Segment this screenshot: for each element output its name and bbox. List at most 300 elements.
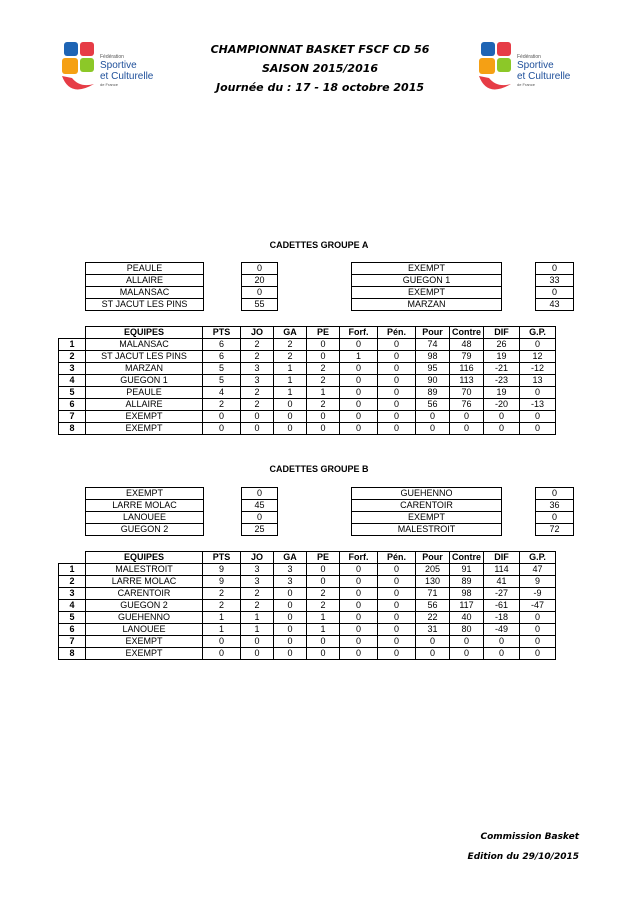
stat-cell: 74: [416, 339, 450, 351]
team-cell: GUEGON 2: [86, 600, 203, 612]
logo-block-green: [80, 58, 94, 72]
logo-text-line1: Sportive: [517, 60, 554, 71]
home-team: PEAULE: [86, 263, 204, 275]
stat-cell: 0: [378, 339, 416, 351]
stat-cell: 0: [274, 399, 307, 411]
stat-cell: 0: [241, 423, 274, 435]
column-header: PTS: [203, 552, 241, 564]
stat-cell: 116: [450, 363, 484, 375]
stat-cell: 0: [340, 600, 378, 612]
rank-cell: 7: [59, 636, 86, 648]
match-row: [86, 263, 574, 275]
team-cell: GUEHENNO: [86, 612, 203, 624]
rank-cell: 2: [59, 351, 86, 363]
stat-cell: 41: [484, 576, 520, 588]
standings-row: [59, 399, 556, 411]
group-a-standings: [58, 326, 556, 435]
stat-cell: 0: [450, 636, 484, 648]
stat-cell: 0: [378, 612, 416, 624]
team-cell: MALESTROIT: [86, 564, 203, 576]
stat-cell: 98: [416, 351, 450, 363]
stat-cell: 0: [378, 636, 416, 648]
match-row: [86, 512, 574, 524]
stat-cell: 90: [416, 375, 450, 387]
stat-cell: 3: [241, 576, 274, 588]
gap: [204, 500, 242, 512]
stat-cell: 0: [274, 636, 307, 648]
home-team: EXEMPT: [86, 488, 204, 500]
column-header: [59, 552, 86, 564]
stat-cell: 76: [450, 399, 484, 411]
home-team: MALANSAC: [86, 287, 204, 299]
group-a-title: CADETTES GROUPE A: [269, 240, 369, 250]
stat-cell: -47: [520, 600, 556, 612]
stat-cell: 0: [484, 648, 520, 660]
stat-cell: 0: [416, 648, 450, 660]
gap: [204, 488, 242, 500]
gap: [278, 488, 352, 500]
stat-cell: 40: [450, 612, 484, 624]
stat-cell: 1: [203, 612, 241, 624]
stat-cell: 0: [378, 648, 416, 660]
stat-cell: 1: [274, 375, 307, 387]
stat-cell: 56: [416, 600, 450, 612]
gap: [502, 299, 536, 311]
rank-cell: 3: [59, 363, 86, 375]
logo-text-line1: Sportive: [100, 60, 137, 71]
standings-row: [59, 576, 556, 588]
away-team: MALESTROIT: [352, 524, 502, 536]
stat-cell: 0: [378, 600, 416, 612]
standings-row: [59, 624, 556, 636]
logo-text-line2: et Culturelle: [100, 71, 154, 82]
stat-cell: 0: [340, 648, 378, 660]
gap: [502, 287, 536, 299]
stat-cell: -61: [484, 600, 520, 612]
match-row: [86, 500, 574, 512]
logo-text-small: Fédération: [100, 54, 124, 60]
home-score: 20: [242, 275, 278, 287]
away-score: 0: [536, 488, 574, 500]
stat-cell: 0: [378, 363, 416, 375]
standings-row: [59, 648, 556, 660]
home-score: 45: [242, 500, 278, 512]
stat-cell: 0: [203, 648, 241, 660]
stat-cell: -20: [484, 399, 520, 411]
home-score: 0: [242, 263, 278, 275]
stat-cell: 0: [340, 339, 378, 351]
column-header: GA: [274, 552, 307, 564]
column-header: G.P.: [520, 327, 556, 339]
stat-cell: 71: [416, 588, 450, 600]
group-a-results: [85, 262, 574, 311]
column-header: Pén.: [378, 327, 416, 339]
stat-cell: 79: [450, 351, 484, 363]
logo-figure-red: [62, 76, 94, 89]
stat-cell: -21: [484, 363, 520, 375]
gap: [278, 275, 352, 287]
edition-date: Edition du 29/10/2015: [467, 852, 579, 862]
rank-cell: 8: [59, 423, 86, 435]
logo-block-blue: [481, 42, 495, 56]
stat-cell: 0: [520, 423, 556, 435]
stat-cell: 26: [484, 339, 520, 351]
stat-cell: 113: [450, 375, 484, 387]
stat-cell: 6: [203, 339, 241, 351]
stat-cell: 0: [274, 588, 307, 600]
stat-cell: 47: [520, 564, 556, 576]
stat-cell: 3: [241, 564, 274, 576]
team-cell: CARENTOIR: [86, 588, 203, 600]
stat-cell: 2: [307, 375, 340, 387]
team-cell: LANOUEE: [86, 624, 203, 636]
stat-cell: 2: [307, 399, 340, 411]
stat-cell: 2: [241, 600, 274, 612]
stat-cell: 1: [274, 387, 307, 399]
stat-cell: 0: [378, 576, 416, 588]
stat-cell: 0: [520, 411, 556, 423]
stat-cell: 0: [307, 576, 340, 588]
team-cell: EXEMPT: [86, 423, 203, 435]
gap: [204, 299, 242, 311]
gap: [502, 275, 536, 287]
stat-cell: 6: [203, 351, 241, 363]
stat-cell: 0: [520, 612, 556, 624]
stat-cell: 117: [450, 600, 484, 612]
stat-cell: 0: [340, 423, 378, 435]
standings-row: [59, 564, 556, 576]
stat-cell: 95: [416, 363, 450, 375]
championship-title: CHAMPIONNAT BASKET FSCF CD 56: [210, 43, 430, 56]
stat-cell: 0: [241, 636, 274, 648]
stat-cell: 2: [274, 339, 307, 351]
stat-cell: 0: [416, 423, 450, 435]
away-team: EXEMPT: [352, 512, 502, 524]
stat-cell: 0: [307, 339, 340, 351]
gap: [278, 512, 352, 524]
stat-cell: 0: [307, 636, 340, 648]
stat-cell: 3: [241, 363, 274, 375]
logo-block-green: [497, 58, 511, 72]
stat-cell: 0: [378, 588, 416, 600]
group-b-standings: [58, 551, 556, 660]
logo-block-red: [497, 42, 511, 56]
match-row: [86, 488, 574, 500]
stat-cell: 2: [241, 399, 274, 411]
stat-cell: 0: [340, 576, 378, 588]
stat-cell: 0: [378, 387, 416, 399]
away-team: CARENTOIR: [352, 500, 502, 512]
gap: [204, 512, 242, 524]
standings-row: [59, 363, 556, 375]
commission-label: Commission Basket: [480, 832, 579, 842]
column-header: [59, 327, 86, 339]
logo-block-blue: [64, 42, 78, 56]
stat-cell: 4: [203, 387, 241, 399]
home-score: 0: [242, 512, 278, 524]
stat-cell: 0: [307, 423, 340, 435]
stat-cell: 0: [450, 648, 484, 660]
team-cell: ALLAIRE: [86, 399, 203, 411]
column-header: EQUIPES: [86, 552, 203, 564]
gap: [278, 524, 352, 536]
column-header: Forf.: [340, 552, 378, 564]
team-cell: MALANSAC: [86, 339, 203, 351]
stat-cell: 0: [274, 648, 307, 660]
home-score: 0: [242, 488, 278, 500]
standings-row: [59, 423, 556, 435]
stat-cell: 22: [416, 612, 450, 624]
stat-cell: 0: [241, 648, 274, 660]
stat-cell: 0: [307, 411, 340, 423]
stat-cell: -49: [484, 624, 520, 636]
away-score: 43: [536, 299, 574, 311]
stat-cell: 0: [378, 399, 416, 411]
stat-cell: 1: [274, 363, 307, 375]
column-header: Pén.: [378, 552, 416, 564]
group-b-results: [85, 487, 574, 536]
stat-cell: 0: [274, 411, 307, 423]
stat-cell: 0: [378, 423, 416, 435]
column-header: DIF: [484, 552, 520, 564]
home-team: LANOUEE: [86, 512, 204, 524]
match-row: [86, 299, 574, 311]
stat-cell: 0: [307, 564, 340, 576]
stat-cell: 9: [203, 576, 241, 588]
stat-cell: 1: [340, 351, 378, 363]
stat-cell: 0: [520, 339, 556, 351]
stat-cell: 5: [203, 363, 241, 375]
stat-cell: 9: [520, 576, 556, 588]
stat-cell: 2: [203, 600, 241, 612]
gap: [278, 299, 352, 311]
stat-cell: -23: [484, 375, 520, 387]
stat-cell: 1: [203, 624, 241, 636]
stat-cell: -12: [520, 363, 556, 375]
column-header: GA: [274, 327, 307, 339]
rank-cell: 7: [59, 411, 86, 423]
stat-cell: 0: [340, 588, 378, 600]
stat-cell: 3: [241, 375, 274, 387]
rank-cell: 3: [59, 588, 86, 600]
logo-text-tiny: de France: [517, 82, 536, 87]
home-team: ST JACUT LES PINS: [86, 299, 204, 311]
column-header: PE: [307, 327, 340, 339]
rank-cell: 1: [59, 564, 86, 576]
stat-cell: 0: [203, 636, 241, 648]
away-team: EXEMPT: [352, 287, 502, 299]
standings-row: [59, 612, 556, 624]
stat-cell: 0: [378, 624, 416, 636]
stat-cell: 2: [241, 339, 274, 351]
stat-cell: 0: [484, 411, 520, 423]
away-team: GUEHENNO: [352, 488, 502, 500]
match-row: [86, 524, 574, 536]
stat-cell: 0: [450, 423, 484, 435]
team-cell: GUEGON 1: [86, 375, 203, 387]
column-header: EQUIPES: [86, 327, 203, 339]
match-row: [86, 287, 574, 299]
stat-cell: 205: [416, 564, 450, 576]
stat-cell: 0: [340, 375, 378, 387]
rank-cell: 8: [59, 648, 86, 660]
stat-cell: 2: [241, 588, 274, 600]
rank-cell: 2: [59, 576, 86, 588]
stat-cell: 1: [241, 624, 274, 636]
team-cell: EXEMPT: [86, 636, 203, 648]
home-team: ALLAIRE: [86, 275, 204, 287]
stat-cell: 89: [416, 387, 450, 399]
stat-cell: -13: [520, 399, 556, 411]
logo-figure-red: [479, 76, 511, 89]
stat-cell: 3: [274, 564, 307, 576]
gap: [278, 287, 352, 299]
home-score: 25: [242, 524, 278, 536]
stat-cell: 130: [416, 576, 450, 588]
standings-row: [59, 588, 556, 600]
away-score: 36: [536, 500, 574, 512]
stat-cell: 1: [307, 612, 340, 624]
gap: [278, 500, 352, 512]
stat-cell: -27: [484, 588, 520, 600]
away-team: MARZAN: [352, 299, 502, 311]
standings-row: [59, 636, 556, 648]
standings-row: [59, 411, 556, 423]
stat-cell: 89: [450, 576, 484, 588]
standings-header-row: [59, 552, 556, 564]
away-score: 0: [536, 512, 574, 524]
stat-cell: 0: [520, 387, 556, 399]
team-cell: EXEMPT: [86, 648, 203, 660]
stat-cell: 0: [340, 363, 378, 375]
stat-cell: 0: [378, 411, 416, 423]
stat-cell: 12: [520, 351, 556, 363]
stat-cell: 0: [520, 624, 556, 636]
stat-cell: 0: [520, 636, 556, 648]
column-header: Contre: [450, 552, 484, 564]
gap: [502, 263, 536, 275]
home-score: 0: [242, 287, 278, 299]
team-cell: EXEMPT: [86, 411, 203, 423]
rank-cell: 5: [59, 612, 86, 624]
stat-cell: 0: [203, 411, 241, 423]
home-score: 55: [242, 299, 278, 311]
stat-cell: 9: [203, 564, 241, 576]
away-score: 0: [536, 263, 574, 275]
rank-cell: 6: [59, 399, 86, 411]
stat-cell: 0: [203, 423, 241, 435]
stat-cell: 0: [378, 351, 416, 363]
column-header: JO: [241, 327, 274, 339]
team-cell: MARZAN: [86, 363, 203, 375]
logo-text-line2: et Culturelle: [517, 71, 571, 82]
season-title: SAISON 2015/2016: [261, 62, 379, 75]
column-header: Pour: [416, 327, 450, 339]
stat-cell: 91: [450, 564, 484, 576]
matchday-date: Journée du : 17 - 18 octobre 2015: [215, 81, 425, 94]
stat-cell: 0: [307, 648, 340, 660]
stat-cell: 2: [274, 351, 307, 363]
standings-row: [59, 375, 556, 387]
logo-block-orange: [62, 58, 78, 74]
team-cell: ST JACUT LES PINS: [86, 351, 203, 363]
stat-cell: 0: [484, 423, 520, 435]
gap: [502, 512, 536, 524]
stat-cell: 2: [241, 387, 274, 399]
stat-cell: 0: [340, 411, 378, 423]
stat-cell: 56: [416, 399, 450, 411]
stat-cell: 70: [450, 387, 484, 399]
home-team: GUEGON 2: [86, 524, 204, 536]
away-score: 33: [536, 275, 574, 287]
standings-row: [59, 351, 556, 363]
column-header: DIF: [484, 327, 520, 339]
stat-cell: 0: [307, 351, 340, 363]
stat-cell: 98: [450, 588, 484, 600]
logo-block-orange: [479, 58, 495, 74]
team-cell: LARRE MOLAC: [86, 576, 203, 588]
stat-cell: 5: [203, 375, 241, 387]
stat-cell: 0: [340, 612, 378, 624]
column-header: JO: [241, 552, 274, 564]
gap: [204, 287, 242, 299]
stat-cell: 0: [340, 636, 378, 648]
stat-cell: 114: [484, 564, 520, 576]
stat-cell: 0: [274, 600, 307, 612]
column-header: PTS: [203, 327, 241, 339]
stat-cell: 19: [484, 351, 520, 363]
stat-cell: 0: [378, 564, 416, 576]
gap: [502, 488, 536, 500]
gap: [204, 263, 242, 275]
standings-row: [59, 387, 556, 399]
standings-row: [59, 339, 556, 351]
stat-cell: 80: [450, 624, 484, 636]
stat-cell: 1: [241, 612, 274, 624]
stat-cell: 2: [203, 588, 241, 600]
gap: [278, 263, 352, 275]
stat-cell: 0: [274, 612, 307, 624]
gap: [502, 524, 536, 536]
rank-cell: 6: [59, 624, 86, 636]
stat-cell: 48: [450, 339, 484, 351]
stat-cell: 2: [307, 363, 340, 375]
stat-cell: 31: [416, 624, 450, 636]
stat-cell: 1: [307, 624, 340, 636]
rank-cell: 1: [59, 339, 86, 351]
column-header: Forf.: [340, 327, 378, 339]
stat-cell: 0: [450, 411, 484, 423]
gap: [502, 500, 536, 512]
away-team: GUEGON 1: [352, 275, 502, 287]
stat-cell: 2: [241, 351, 274, 363]
stat-cell: 19: [484, 387, 520, 399]
home-team: LARRE MOLAC: [86, 500, 204, 512]
rank-cell: 4: [59, 600, 86, 612]
logo-block-red: [80, 42, 94, 56]
standings-row: [59, 600, 556, 612]
stat-cell: 0: [484, 636, 520, 648]
stat-cell: 0: [416, 636, 450, 648]
stat-cell: 0: [340, 624, 378, 636]
column-header: Pour: [416, 552, 450, 564]
stat-cell: 0: [241, 411, 274, 423]
stat-cell: 0: [274, 423, 307, 435]
stat-cell: -9: [520, 588, 556, 600]
stat-cell: 0: [378, 375, 416, 387]
gap: [204, 524, 242, 536]
column-header: Contre: [450, 327, 484, 339]
